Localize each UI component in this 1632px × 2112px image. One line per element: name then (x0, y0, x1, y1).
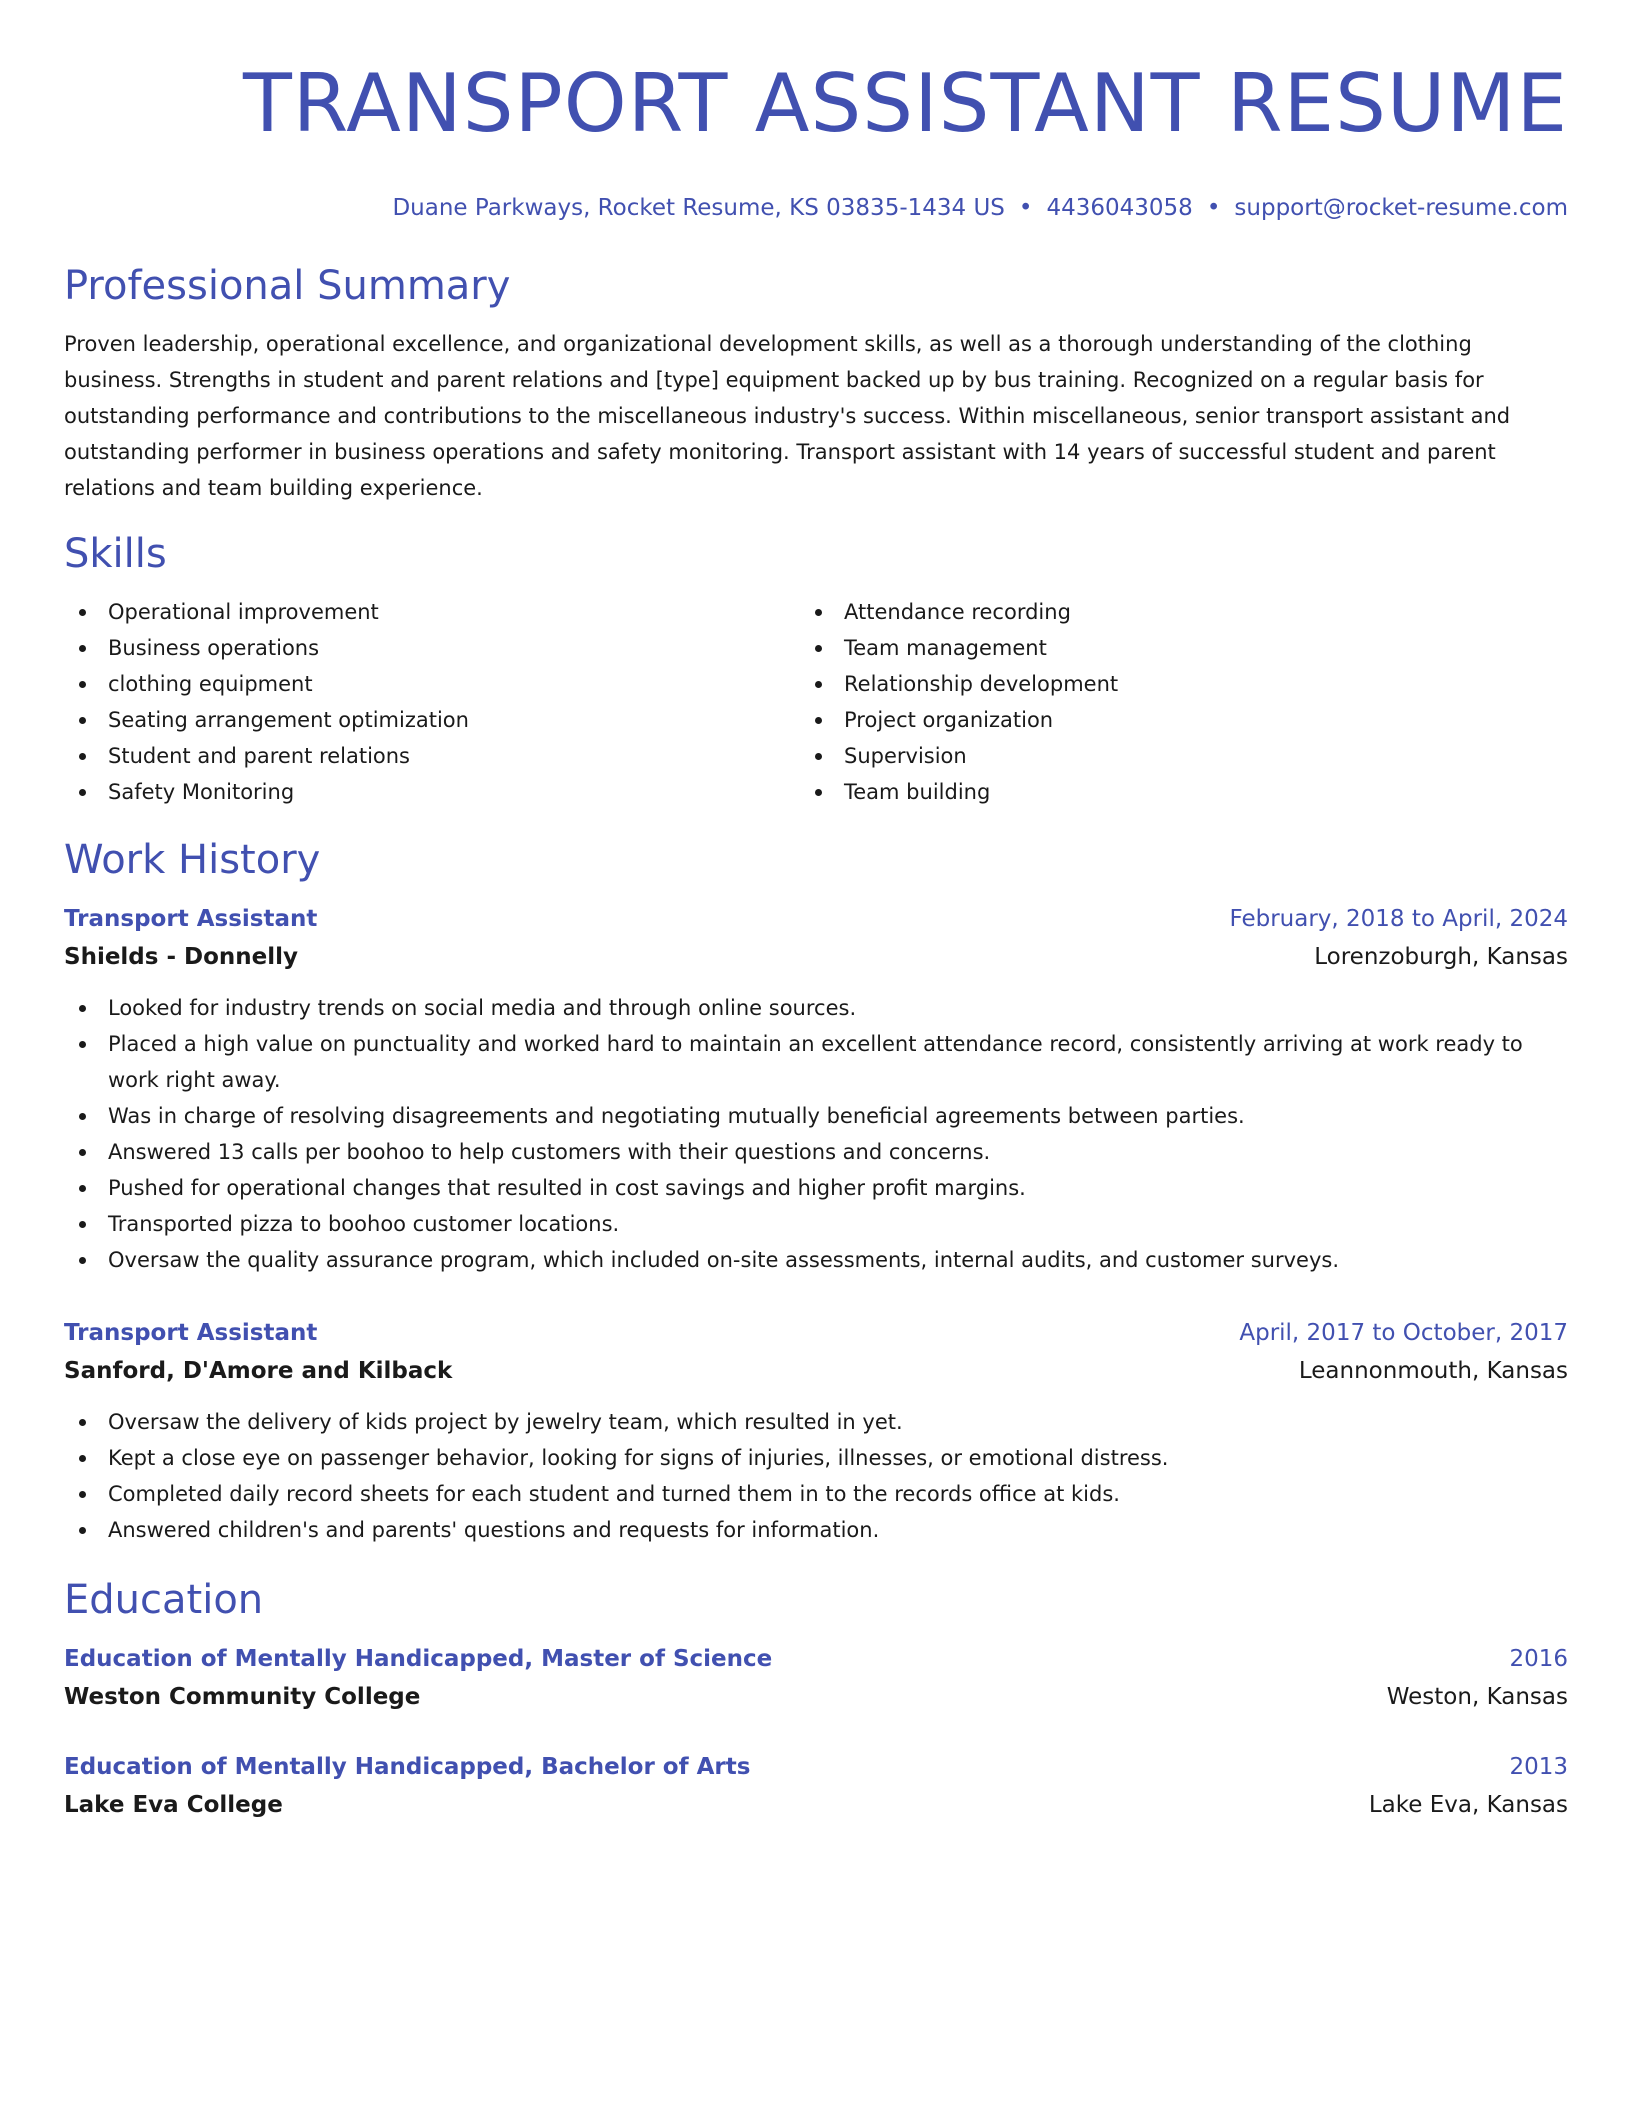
skill-text: Business operations (108, 636, 320, 660)
bullet-text: Was in charge of resolving disagreements and negotiating mutually beneficial agreements between parties. (108, 1104, 1245, 1128)
skill-text: Team management (844, 636, 1047, 660)
job-location: Leannonmouth, Kansas (1298, 1358, 1568, 1384)
bullet-dot (815, 609, 822, 616)
job-company-row (64, 1352, 1568, 1390)
bullet-text: Answered children's and parents' questions and requests for information. (108, 1518, 880, 1542)
job-bullet (64, 1512, 1568, 1548)
job-dates: April, 2017 to October, 2017 (1239, 1320, 1568, 1346)
education-degree: Education of Mentally Handicapped, Bachelor of Arts (64, 1754, 751, 1780)
job-bullets (64, 1404, 1568, 1548)
bullet-dot (79, 1455, 86, 1462)
contact-separator: • (1018, 195, 1033, 221)
bullet-dot (79, 1257, 86, 1264)
skill-item (800, 666, 1560, 702)
skill-item (800, 594, 1560, 630)
bullet-dot (815, 717, 822, 724)
skill-item (64, 594, 800, 630)
education-school: Weston Community College (64, 1684, 421, 1710)
skills-heading: Skills (64, 531, 167, 577)
job-bullet (64, 1404, 1568, 1440)
education-degree: Education of Mentally Handicapped, Master of Science (64, 1646, 773, 1672)
job-company-row (64, 938, 1568, 976)
education-entry (64, 1748, 1568, 1824)
job-title: Transport Assistant (64, 1320, 318, 1346)
resume-header (64, 0, 1568, 224)
job-company: Shields - Donnelly (64, 944, 299, 970)
skill-item (64, 738, 800, 774)
skill-text: Project organization (844, 708, 1054, 732)
skill-text: Student and parent relations (108, 744, 410, 768)
contact-email: support@rocket-resume.com (1234, 195, 1568, 221)
job-location: Lorenzoburgh, Kansas (1314, 944, 1568, 970)
bullet-dot (79, 1419, 86, 1426)
bullet-text: Answered 13 calls per boohoo to help customers with their questions and concerns. (108, 1140, 991, 1164)
skill-text: Relationship development (844, 672, 1119, 696)
education-location: Weston, Kansas (1386, 1684, 1568, 1710)
job-bullet (64, 1098, 1568, 1134)
skill-text: Supervision (844, 744, 967, 768)
skill-item (800, 774, 1560, 810)
skill-text: clothing equipment (108, 672, 313, 696)
skill-text: Attendance recording (844, 600, 1071, 624)
bullet-dot (815, 789, 822, 796)
job-bullet (64, 1206, 1568, 1242)
work-history-heading: Work History (64, 837, 321, 883)
education-school: Lake Eva College (64, 1792, 283, 1818)
resume-title: TRANSPORT ASSISTANT RESUME (242, 57, 1568, 150)
bullet-dot (79, 1185, 86, 1192)
job-company: Sanford, D'Amore and Kilback (64, 1358, 453, 1384)
skill-text: Team building (844, 780, 991, 804)
bullet-dot (79, 1113, 86, 1120)
skill-item (64, 630, 800, 666)
education-year: 2013 (1509, 1754, 1568, 1780)
summary-heading: Professional Summary (64, 263, 511, 309)
bullet-dot (79, 1149, 86, 1156)
job-header-row (64, 900, 1568, 938)
job-bullet (64, 1170, 1568, 1206)
bullet-text: Kept a close eye on passenger behavior, looking for signs of injuries, illnesses, or emotional distress. (108, 1446, 1169, 1470)
bullet-dot (79, 717, 86, 724)
bullet-dot (79, 1221, 86, 1228)
job-bullet (64, 1476, 1568, 1512)
summary-text: Proven leadership, operational excellence, and organizational development skills, as well as a thorough understanding of the clothing business. Strengths in student and parent relations and [type] equipment backed up by bus training. Recognized on a regular basis for outstanding performance and contributions to the miscellaneous industry's success. Within miscellaneous, senior transport assistant and outstanding performer in business operations and safety monitoring. Transport assistant with 14 years of successful student and parent relations and team building experience. (64, 332, 1511, 500)
education-year: 2016 (1509, 1646, 1568, 1672)
bullet-text: Looked for industry trends on social media and through online sources. (108, 996, 857, 1020)
skill-text: Seating arrangement optimization (108, 708, 469, 732)
education-school-row (64, 1678, 1568, 1716)
skill-text: Safety Monitoring (108, 780, 295, 804)
job-bullets (64, 990, 1568, 1278)
bullet-text: Completed daily record sheets for each student and turned them in to the records office at kids. (108, 1482, 1120, 1506)
skill-item (64, 702, 800, 738)
bullet-dot (815, 645, 822, 652)
job-header-row (64, 1314, 1568, 1352)
contact-address: Duane Parkways, Rocket Resume, KS 03835-1434 US (392, 195, 1005, 221)
education-location: Lake Eva, Kansas (1368, 1792, 1568, 1818)
job-dates: February, 2018 to April, 2024 (1229, 906, 1568, 932)
education-degree-row (64, 1640, 1568, 1678)
contact-line (64, 192, 1568, 224)
bullet-dot (79, 681, 86, 688)
bullet-dot (79, 1527, 86, 1534)
skill-item (800, 702, 1560, 738)
bullet-dot (79, 1041, 86, 1048)
job-bullet (64, 1134, 1568, 1170)
bullet-dot (79, 645, 86, 652)
bullet-dot (79, 1005, 86, 1012)
skill-item (64, 774, 800, 810)
job-entry (64, 900, 1568, 1278)
education-school-row (64, 1786, 1568, 1824)
job-bullet (64, 1242, 1568, 1278)
bullet-text: Placed a high value on punctuality and worked hard to maintain an excellent attendance record, consistently arriving at work ready to work right away. (108, 1032, 1523, 1092)
skills-list (64, 594, 1568, 810)
contact-phone: 4436043058 (1046, 195, 1193, 221)
education-entry (64, 1640, 1568, 1716)
bullet-dot (79, 609, 86, 616)
bullet-text: Oversaw the quality assurance program, which included on-site assessments, internal audits, and customer surveys. (108, 1248, 1340, 1272)
skills-column-left (64, 594, 800, 810)
skill-item (64, 666, 800, 702)
skills-column-right (800, 594, 1560, 810)
skill-item (800, 630, 1560, 666)
job-bullet (64, 1440, 1568, 1476)
job-title: Transport Assistant (64, 906, 318, 932)
bullet-dot (79, 753, 86, 760)
bullet-dot (79, 789, 86, 796)
bullet-text: Oversaw the delivery of kids project by jewelry team, which resulted in yet. (108, 1410, 903, 1434)
job-bullet (64, 990, 1568, 1026)
contact-separator: • (1206, 195, 1221, 221)
job-bullet (64, 1026, 1568, 1098)
skill-item (800, 738, 1560, 774)
bullet-dot (815, 753, 822, 760)
education-degree-row (64, 1748, 1568, 1786)
bullet-dot (815, 681, 822, 688)
skill-text: Operational improvement (108, 600, 379, 624)
bullet-text: Transported pizza to boohoo customer locations. (108, 1212, 620, 1236)
bullet-text: Pushed for operational changes that resulted in cost savings and higher profit margins. (108, 1176, 1026, 1200)
job-entry (64, 1314, 1568, 1548)
education-heading: Education (64, 1577, 264, 1623)
bullet-dot (79, 1491, 86, 1498)
